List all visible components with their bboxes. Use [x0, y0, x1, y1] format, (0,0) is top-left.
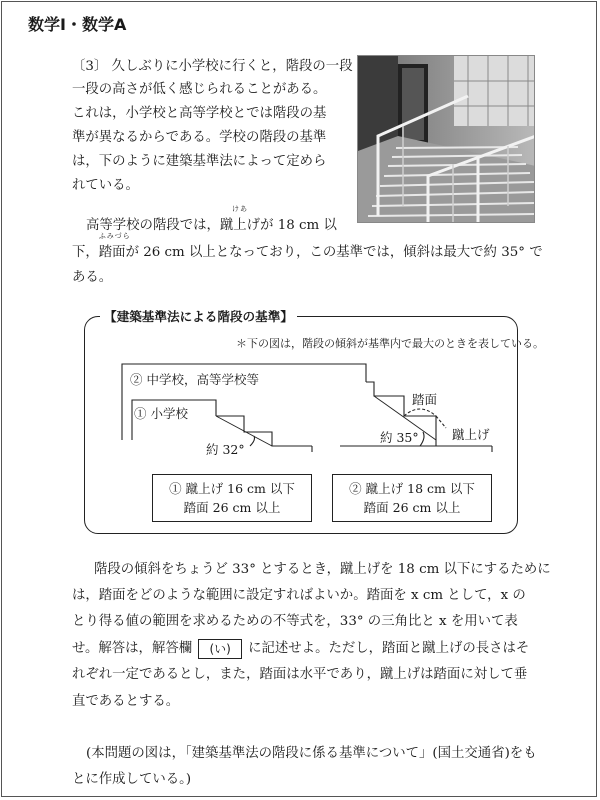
intro-line: れている。 [72, 178, 139, 193]
answer-box-label: (い) [198, 639, 242, 659]
intro-line: は，下のように建築基準法によって定めら [72, 154, 327, 169]
tread-label: 踏面 [412, 392, 438, 407]
intro-line: 準が異なるからである。学校の階段の基準 [72, 130, 327, 145]
standard-1-line: ① 蹴上げ 16 cm 以下 [169, 481, 295, 496]
standard-2-line: ② 蹴上げ 18 cm 以下 [349, 481, 475, 496]
question-line: れぞれ一定であるとし，また，踏面は水平であり，蹴上げは踏面に対して垂 [72, 667, 528, 682]
tread-ruby: ふみづら [98, 232, 131, 240]
question-line: 階段の傾斜をちょうど 33° とするとき，蹴上げを 18 cm 以下にするために [94, 562, 551, 577]
standards-box-title: 【建築基準法による階段の基準】 [100, 306, 297, 325]
angle-label-left: 約 32° [206, 442, 245, 457]
category1-label: ① 小学校 [134, 406, 188, 421]
question-text: せ。解答は，解答欄 [72, 641, 193, 656]
question-line [72, 637, 529, 659]
standard-2-line: 踏面 26 cm 以上 [363, 500, 461, 515]
tread-term: 踏面 [98, 245, 126, 260]
intro-line: 〔3〕 久しぶりに小学校に行くと，階段の一段 [72, 59, 353, 74]
source-note: とに作成している。) [72, 772, 192, 787]
page-title: 数学Ⅰ・数学A [28, 15, 127, 34]
category2-label: ② 中学校，高等学校等 [130, 372, 259, 387]
standard-2 [332, 474, 492, 522]
riser-ruby: けあ [231, 205, 248, 213]
angle-label-right: 約 35° [380, 430, 419, 445]
intro-line: 一段の高さが低く感じられることがある。 [72, 82, 327, 97]
standard-1-line: 踏面 26 cm 以上 [183, 500, 281, 515]
question-line: は，踏面をどのような範囲に設定すればよいか。踏面を x cm として，x の [72, 588, 526, 603]
angle-arc-right [420, 432, 424, 446]
question-line: 直であるとする。 [72, 694, 180, 709]
intro-line: ある。 [72, 270, 113, 285]
source-note: (本問題の図は，「建築基準法の階段に係る基準について」(国土交通省)をも [86, 746, 537, 761]
question-text: に記述せよ。ただし，踏面と蹴上げの長さはそ [248, 641, 530, 656]
angle-arc-left [250, 436, 255, 446]
riser-label: 蹴上げ [452, 427, 490, 442]
standard-1 [152, 474, 312, 522]
intro-text: が 18 cm 以 [260, 218, 337, 233]
intro-text: が 26 cm 以上となっており，この基準では，傾斜は最大で約 35° で [125, 245, 543, 260]
riser-term: 蹴上げ [219, 218, 261, 233]
standards-note: ＊下の図は，階段の傾斜が基準内で最大のときを表している。 [236, 337, 544, 350]
riser-arc [436, 416, 446, 428]
question-line: とり得る値の範囲を求めるための不等式を，33° の三角比と x を用いて表 [72, 614, 518, 629]
tread-arc [404, 409, 436, 416]
intro-text: 高等学校の階段では， [86, 218, 220, 233]
intro-text: 下， [72, 245, 99, 260]
intro-line: これは，小学校と高等学校とでは階段の基 [72, 106, 327, 121]
